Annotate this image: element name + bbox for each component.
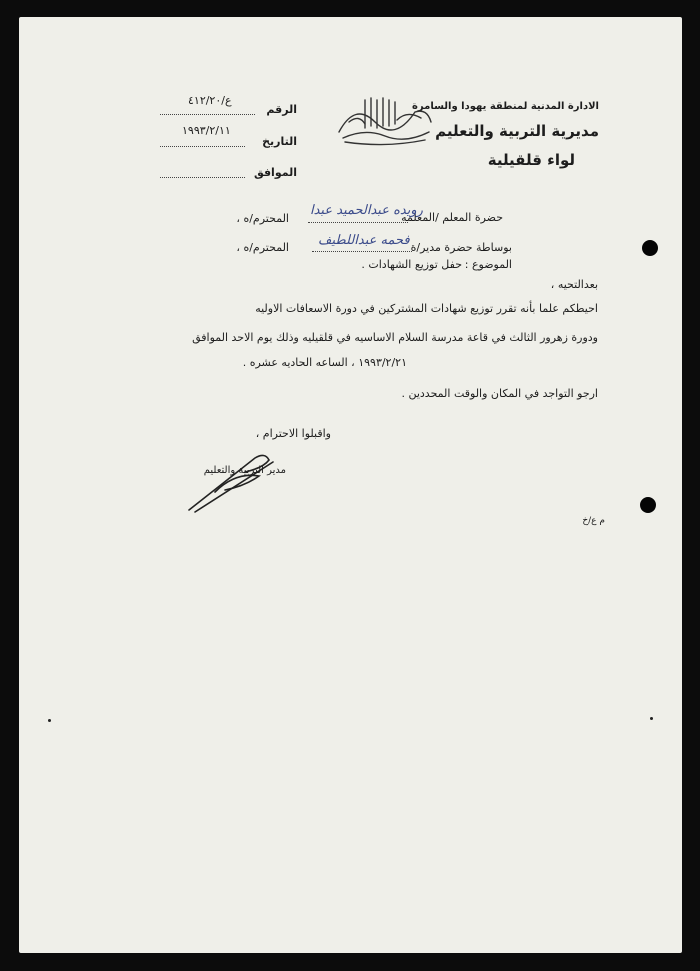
corresponding-dots — [160, 177, 245, 178]
header-district: لواء قلقيلية — [487, 151, 575, 169]
to-label: حضرة المعلم /المعلمه — [401, 211, 503, 224]
via-dots — [312, 251, 412, 252]
handwritten-signature — [185, 452, 285, 514]
subject-text: حفل توزيع الشهادات . — [361, 258, 462, 271]
speck-left — [48, 719, 51, 722]
signature-title: مدير التربية والتعليم — [203, 465, 286, 476]
ref-label: الرقم — [266, 103, 297, 116]
greeting: بعدالتحيه ، — [550, 278, 598, 291]
body-paragraph-2: ودورة زهرور الثالث في قاعة مدرسة السلام الاساسيه في قلقيليه وذلك يوم الاحد الموافق — [192, 331, 598, 344]
date-label: التاريخ — [262, 135, 297, 148]
header-directorate: مديرية التربية والتعليم — [435, 122, 599, 140]
punch-hole-bottom — [640, 497, 656, 513]
header-administration: الادارة المدنية لمنطقة يهودا والسامرة — [412, 101, 599, 112]
punch-hole-top — [642, 240, 658, 256]
corresponding-label: الموافق — [253, 166, 297, 179]
to-name-handwritten: رويده عبدالحميد عبدا — [310, 203, 423, 218]
body-paragraph-3: ١٩٩٣/٢/٢١ ، الساعه الحاديه عشره . — [242, 356, 407, 369]
date-value: ١٩٩٣/٢/١١ — [182, 124, 231, 137]
speck-right — [650, 717, 653, 720]
body-paragraph-1: احيطكم علما بأنه تقرر توزيع شهادات المشتركين في دورة الاسعافات الاوليه — [255, 302, 598, 315]
ref-value: ع/٤١٢/٢٠ — [188, 94, 232, 107]
via-name-handwritten: فحمه عبداللطيف — [318, 233, 410, 248]
document-page — [19, 17, 682, 953]
closing: واقبلوا الاحترام ، — [255, 427, 331, 440]
via-label: بوساطة حضرة مدير/ة — [410, 241, 512, 254]
date-dots — [160, 146, 245, 147]
to-dots — [308, 222, 408, 223]
basmala-calligraphy — [335, 92, 435, 147]
footer-initials: م ع/خ — [582, 516, 605, 526]
to-suffix: المحترم/ه ، — [236, 212, 289, 225]
ref-dots — [160, 114, 255, 115]
body-paragraph-4: ارجو التواجد في المكان والوقت المحددين . — [401, 387, 598, 400]
subject-label: الموضوع : — [464, 258, 512, 271]
via-suffix: المحترم/ه ، — [236, 241, 289, 254]
